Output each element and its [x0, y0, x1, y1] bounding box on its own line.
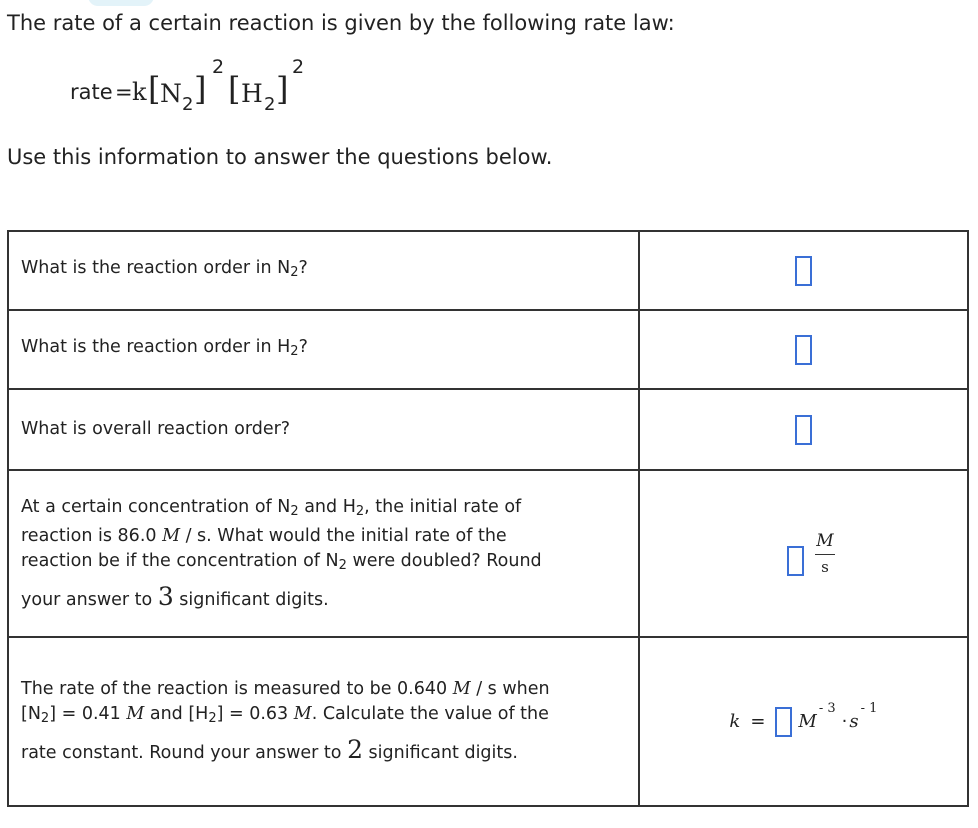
answer-cell-5: [639, 637, 968, 806]
question-3: [8, 389, 639, 470]
question-2-subscript: 2: [290, 344, 299, 359]
question-4-line-3: reaction be if the concentration of $N_2$ were doubled? Round: [21, 550, 542, 573]
question-3-text: What is overall reaction order?: [21, 419, 291, 439]
question-row-4: [8, 470, 968, 637]
unit-seconds: s: [849, 711, 859, 732]
top-tab-indicator: [88, 0, 154, 6]
question-row-2: [8, 310, 968, 389]
unit-seconds-exponent: - 1: [860, 701, 878, 716]
question-2: [8, 310, 639, 389]
answer-input-1[interactable]: [795, 256, 812, 286]
bracket-close-2: ]: [276, 70, 289, 108]
rate-unit-fraction: [814, 531, 835, 576]
answer-input-3[interactable]: [795, 415, 812, 445]
question-row-5: [8, 637, 968, 806]
species2-exponent: 2: [292, 56, 305, 78]
answer-input-2[interactable]: [795, 335, 812, 365]
question-row-1: [8, 231, 968, 310]
species1-subscript: 2: [182, 94, 194, 115]
rate-constant-symbol: k: [132, 78, 147, 106]
species2-symbol: H: [241, 79, 263, 108]
k-equals: =: [750, 711, 766, 732]
question-2-end: ?: [298, 337, 308, 357]
questions-table: [7, 230, 969, 807]
answer-input-5[interactable]: [775, 707, 792, 737]
unit-numerator: M: [816, 531, 834, 551]
question-5-line-3: rate constant. Round your answer to 2 significant digits.: [21, 735, 518, 764]
rate-word: rate: [70, 80, 113, 104]
answer-cell-4: [639, 470, 968, 637]
question-5-line-2: $[N_2] = 0.41$ M and $[H_2] = 0.63$ M. Calculate the value of the: [21, 704, 549, 726]
question-2-text: What is the reaction order in H: [21, 337, 291, 357]
question-1: [8, 231, 639, 310]
answer-input-4[interactable]: [787, 546, 804, 576]
answer-cell-1: [639, 231, 968, 310]
question-1-text: What is the reaction order in N: [21, 258, 291, 278]
question-5-line-1: The rate of the reaction is measured to be 0.640 M / s when: [21, 679, 550, 699]
question-4: [8, 470, 639, 637]
equals-sign: =: [115, 80, 133, 104]
question-row-3: [8, 389, 968, 470]
question-5: [8, 637, 639, 806]
question-4-line-4: your answer to 3 significant digits.: [21, 581, 329, 611]
bracket-open-1: [: [148, 70, 161, 108]
unit-denominator: s: [821, 558, 829, 576]
unit-molarity: M: [798, 711, 817, 732]
bracket-close-1: ]: [194, 70, 207, 108]
question-1-subscript: 2: [290, 265, 299, 280]
question-4-line-2: reaction is 86.0 M / s. What would the initial rate of the: [21, 525, 507, 546]
species2-subscript: 2: [264, 94, 276, 115]
instruction-text: Use this information to answer the questions below.: [7, 145, 553, 169]
question-4-line-1: At a certain concentration of $N_2$ and $H_2$, the initial rate of: [21, 496, 522, 519]
species1-symbol: N: [160, 79, 182, 108]
k-label: k: [729, 711, 741, 732]
question-1-end: ?: [298, 258, 308, 278]
intro-text: The rate of a certain reaction is given by the following rate law:: [7, 11, 675, 35]
bracket-open-2: [: [228, 70, 241, 108]
unit-multiply-dot: ·: [841, 711, 848, 732]
rate-constant-expression: [641, 701, 966, 737]
unit-molarity-exponent: - 3: [818, 701, 836, 716]
answer-cell-3: [639, 389, 968, 470]
species1-exponent: 2: [212, 56, 225, 78]
answer-cell-2: [639, 310, 968, 389]
